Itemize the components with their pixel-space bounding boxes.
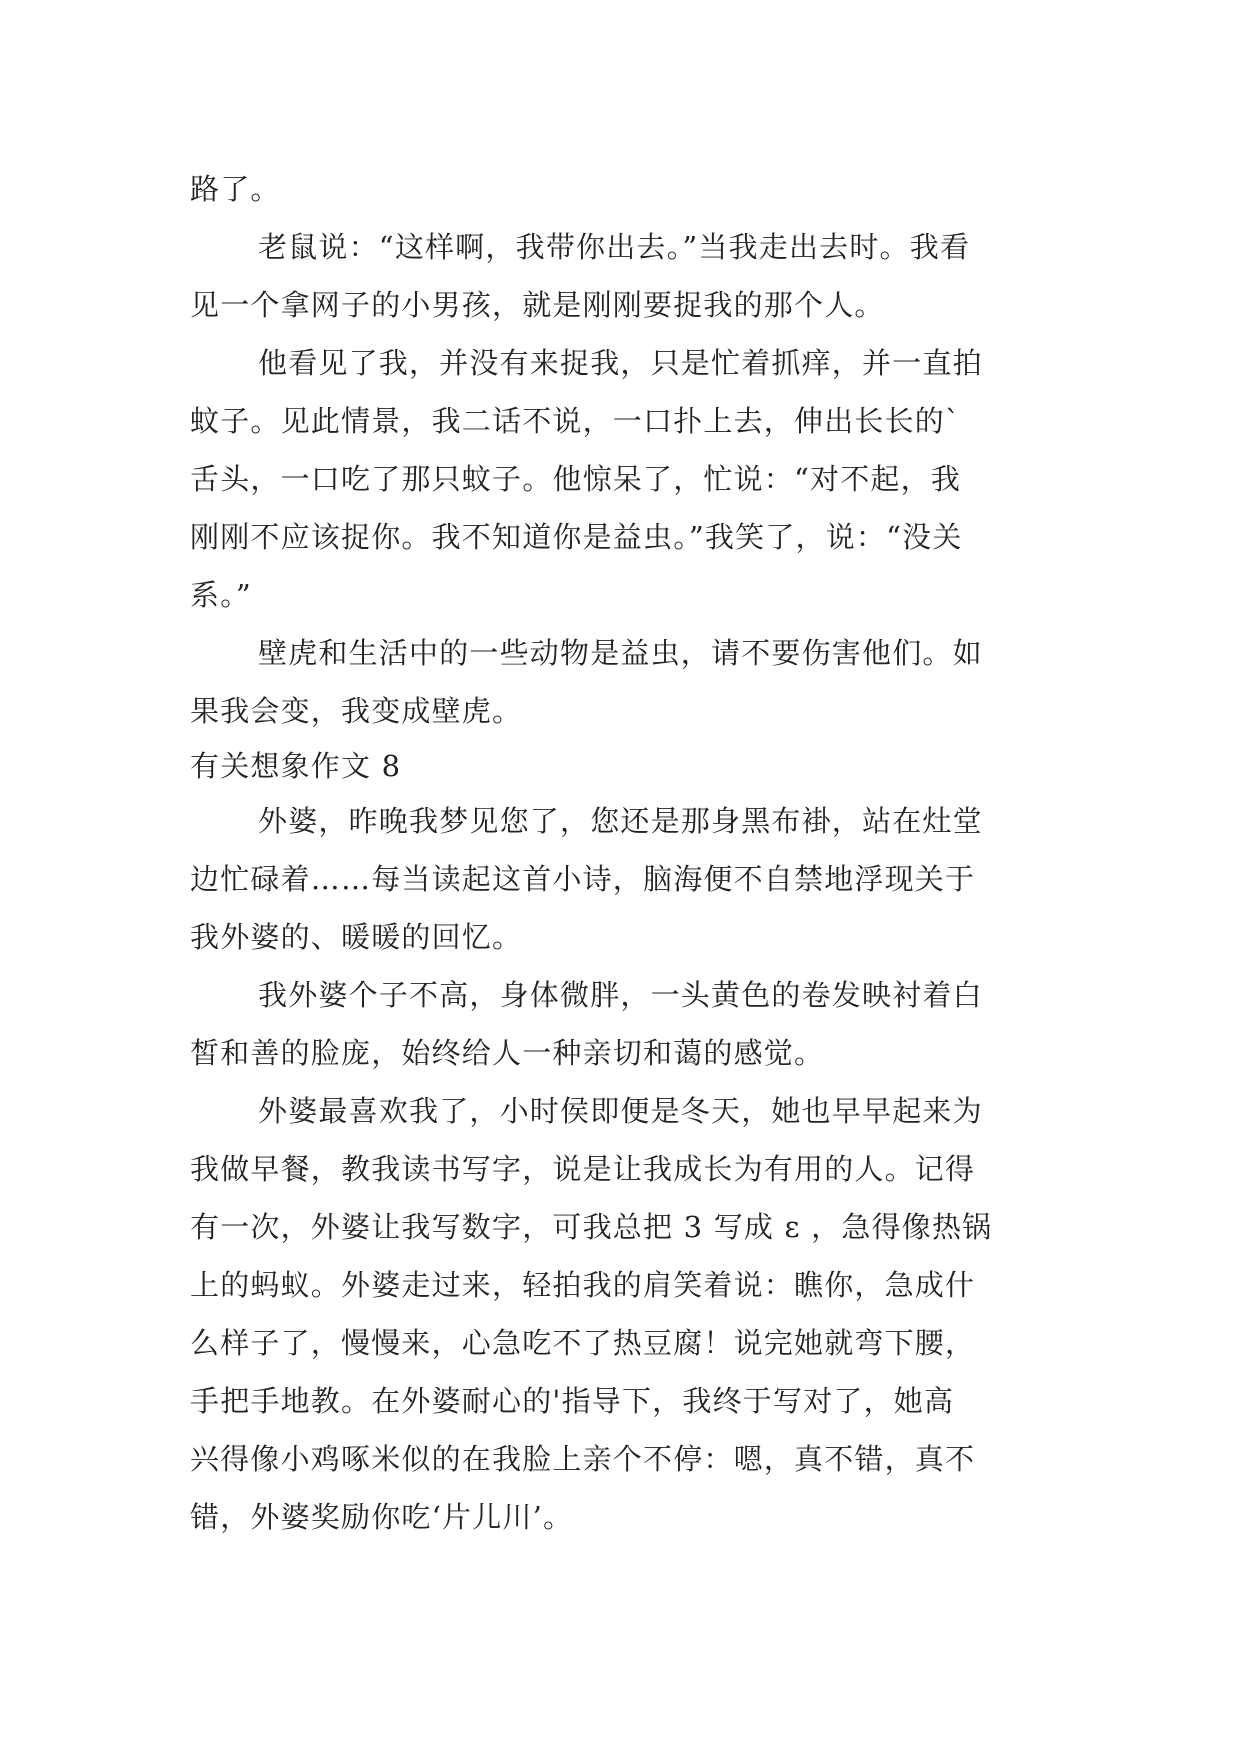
document-page (190, 160, 1050, 1546)
text-line: 外婆，昨晚我梦见您了，您还是那身黑布褂，站在灶堂 (258, 804, 983, 838)
text-line: 路了。 (190, 172, 281, 206)
text-line: 手把手地教。在外婆耐心的'指导下，我终于写对了，她高 (190, 1384, 955, 1418)
text-line: 么样子了，慢慢来，心急吃不了热豆腐！说完她就弯下腰， (190, 1326, 976, 1360)
text-line: 有一次，外婆让我写数字，可我总把 3 写成 ε ，急得像热锅 (190, 1210, 993, 1244)
text-line: 皙和善的脸庞，始终给人一种亲切和蔼的感觉。 (190, 1036, 825, 1070)
text-line: 刚刚不应该捉你。我不知道你是益虫。”我笑了，说：“没关 (190, 520, 963, 554)
text-line: 外婆最喜欢我了，小时侯即便是冬天，她也早早起来为 (258, 1094, 983, 1128)
section-heading: 有关想象作文 8 (190, 749, 402, 783)
text-line: 舌头，一口吃了那只蚊子。他惊呆了，忙说：“对不起，我 (190, 462, 962, 496)
text-line: 边忙碌着……每当读起这首小诗，脑海便不自禁地浮现关于 (190, 862, 976, 896)
text-line: 见一个拿网子的小男孩，就是刚刚要捉我的那个人。 (190, 288, 885, 322)
text-line: 老鼠说：“这样啊，我带你出去。”当我走出去时。我看 (258, 230, 971, 264)
text-line: 他看见了我，并没有来捉我，只是忙着抓痒，并一直拍 (258, 346, 983, 380)
text-line: 上的蚂蚁。外婆走过来，轻拍我的肩笑着说：瞧你，急成什 (190, 1268, 976, 1302)
text-line: 果我会变，我变成壁虎。 (190, 694, 523, 728)
text-line: 错，外婆奖励你吃‘片儿川’。 (190, 1500, 574, 1534)
text-line: 我外婆个子不高，身体微胖，一头黄色的卷发映衬着白 (258, 978, 983, 1012)
text-line: 系。” (190, 578, 252, 612)
text-line: 兴得像小鸡啄米似的在我脸上亲个不停：嗯，真不错，真不 (190, 1442, 976, 1476)
text-line: 我做早餐，教我读书写字，说是让我成长为有用的人。记得 (190, 1152, 976, 1186)
text-line: 蚊子。见此情景，我二话不说，一口扑上去，伸出长长的` (190, 404, 961, 438)
text-line: 我外婆的、暖暖的回忆。 (190, 920, 523, 954)
text-line: 壁虎和生活中的一些动物是益虫，请不要伤害他们。如 (258, 636, 983, 670)
